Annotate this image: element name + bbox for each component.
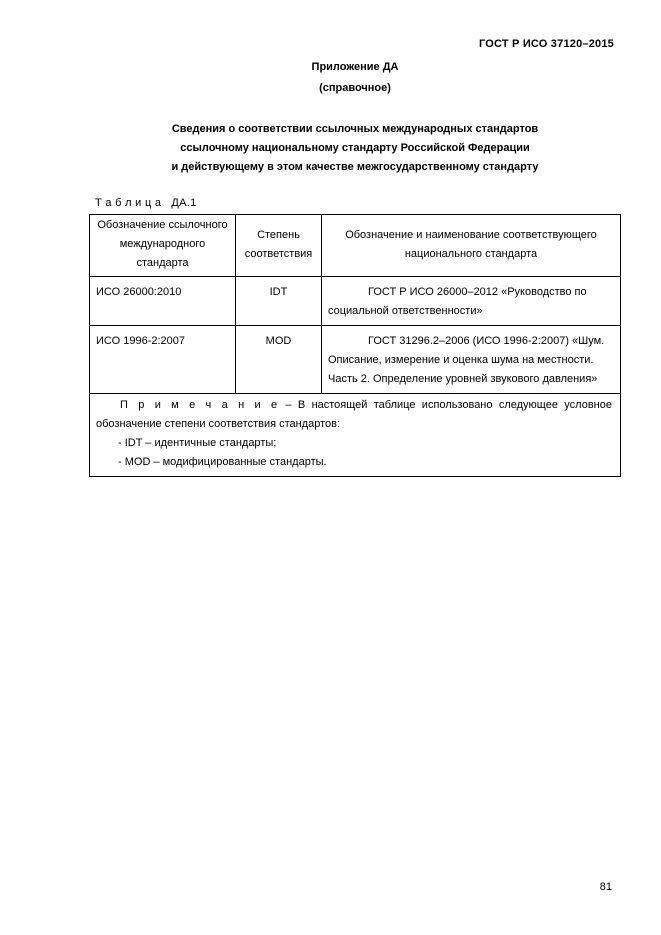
appendix-subtitle: (справочное) <box>319 82 391 94</box>
note-label: П р и м е ч а н и е <box>120 399 280 411</box>
heading-line-1: Сведения о соответствии ссылочных международных стандартов <box>171 123 539 135</box>
table-note-row <box>90 394 621 477</box>
note-text: – В настоящей таблице использовано следующее условное обозначение степени соответствия стандартов: <box>96 399 612 430</box>
table-note <box>90 394 621 477</box>
table-row <box>90 326 621 394</box>
cell-national-standard: ГОСТ 31296.2–2006 (ИСО 1996-2:2007) «Шум. Описание, измерение и оценка шума на местности. Часть 2. Определение уровней звукового давления» <box>322 326 621 394</box>
note-item-mod: - MOD – модифицированные стандарты. <box>118 456 327 468</box>
heading-line-3: и действующему в этом качестве межгосударственному стандарту <box>171 161 539 173</box>
reference-table <box>89 214 621 477</box>
cell-degree: MOD <box>236 326 322 394</box>
document-code: ГОСТ Р ИСО 37120–2015 <box>478 38 614 50</box>
table-header-row <box>90 215 621 277</box>
heading-line-2: ссылочному национальному стандарту Российской Федерации <box>180 142 530 154</box>
page-number: 81 <box>599 881 612 893</box>
table-row <box>90 277 621 326</box>
header-national-standard: Обозначение и наименование соответствующего национального стандарта <box>322 215 621 277</box>
cell-ref-standard: ИСО 1996-2:2007 <box>90 326 236 394</box>
table-caption: Т а б л и ц а ДА.1 <box>95 197 197 209</box>
header-ref-standard: Обозначение ссылочного международного стандарта <box>90 215 236 277</box>
cell-degree: IDT <box>236 277 322 326</box>
header-degree: Степень соответствия <box>236 215 322 277</box>
note-item-idt: - IDT – идентичные стандарты; <box>118 437 277 449</box>
appendix-title: Приложение ДА <box>311 61 399 73</box>
section-heading <box>0 120 661 177</box>
cell-ref-standard: ИСО 26000:2010 <box>90 277 236 326</box>
cell-national-standard: ГОСТ Р ИСО 26000–2012 «Руководство по социальной ответственности» <box>322 277 621 326</box>
